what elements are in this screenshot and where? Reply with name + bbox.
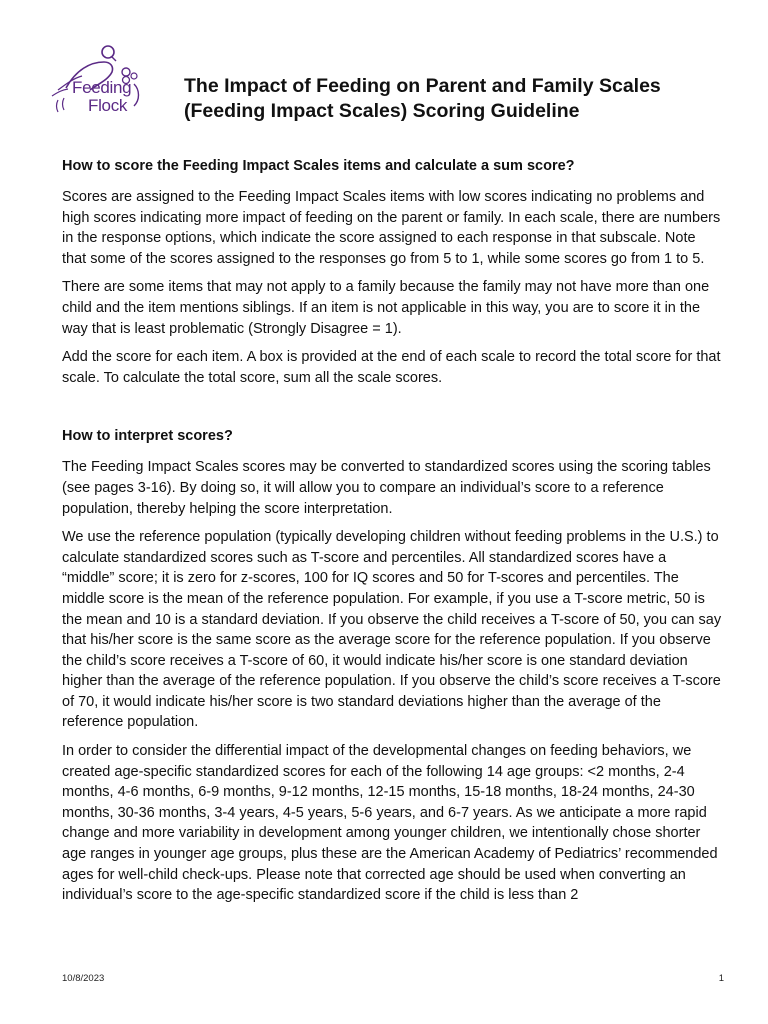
section-heading-interpret: How to interpret scores? — [62, 428, 233, 445]
document-title — [184, 74, 724, 124]
paragraph: Add the score for each item. A box is provided at the end of each scale to record the total score for that scale. To calculate the total score, sum all the scale scores. — [62, 349, 721, 386]
page-number: 1 — [718, 973, 724, 984]
logo-text-feeding: Feeding — [72, 78, 132, 97]
document-body — [62, 156, 722, 914]
title-line-2: (Feeding Impact Scales) Scoring Guideline — [184, 100, 580, 122]
paragraph: We use the reference population (typically developing children without feeding problems in the U.S.) to calculate standardized scores such as T-score and percentiles. All standardized scores have a “middle” score; it is zero for z-scores, 100 for IQ scores and 50 for T-scores and percentiles. The middle score is the mean of the reference population. For example, if you use a T-score metric, 50 is the mean and 10 is a standard deviation. If you observe the child receives a T-score of 50, you can say that his/her score is the same score as the average score for the reference population. If you observe the child’s score receives a T-score of 60, it would indicate his/her score is one standard deviation higher than the average of the reference population. If you observe the child’s score receives a T-score of 70, it would indicate his/her score is two standard deviations higher than the average of the reference population. — [62, 529, 722, 731]
paragraph: Scores are assigned to the Feeding Impact Scales items with low scores indicating no problems and high scores indicating more impact of feeding on the parent or family. In each scale, there are numbers in the response options, which indicate the score assigned to each response in that subscale. Note that some of the scores assigned to the responses go from 5 to 1, while some scores go from 1 to 5. — [62, 189, 721, 267]
feeding-flock-logo — [46, 40, 166, 120]
title-line-1: The Impact of Feeding on Parent and Family Scales — [184, 75, 661, 97]
paragraph: The Feeding Impact Scales scores may be converted to standardized scores using the scoring tables (see pages 3-16). By doing so, it will allow you to compare an individual’s score to a reference population, thereby helping the score interpretation. — [62, 459, 711, 517]
section-heading-scoring: How to score the Feeding Impact Scales items and calculate a sum score? — [62, 158, 575, 174]
document-header — [46, 40, 726, 130]
paragraph: In order to consider the differential impact of the developmental changes on feeding behaviors, we created age-specific standardized scores for each of the following 14 age groups: <2 months, 2-4 months, 4-6 months, 6-9 months, 9-12 months, 12-15 months, 15-18 months, 18-24 months, 24-30 months, 30-36 months, 3-4 years, 4-5 years, 5-6 years, and 6-7 years. As we anticipate a more rapid change and more variability in development among younger children, we intentionally chose shorter age ranges in younger age groups, plus these are the American Academy of Pediatrics’ recommended ages for well-child check-ups. Please note that corrected age should be used when converting an individual’s score to the age-specific standardized score if the child is less than 2 — [62, 743, 718, 904]
footer-date: 10/8/2023 — [62, 973, 105, 984]
paragraph: There are some items that may not apply to a family because the family may not have more than one child and the item mentions siblings. If an item is not applicable in this way, you are to score it in the way that is least problematic (Strongly Disagree = 1). — [62, 279, 710, 337]
logo-text-flock: Flock — [88, 96, 128, 115]
section-spacer — [62, 396, 722, 426]
